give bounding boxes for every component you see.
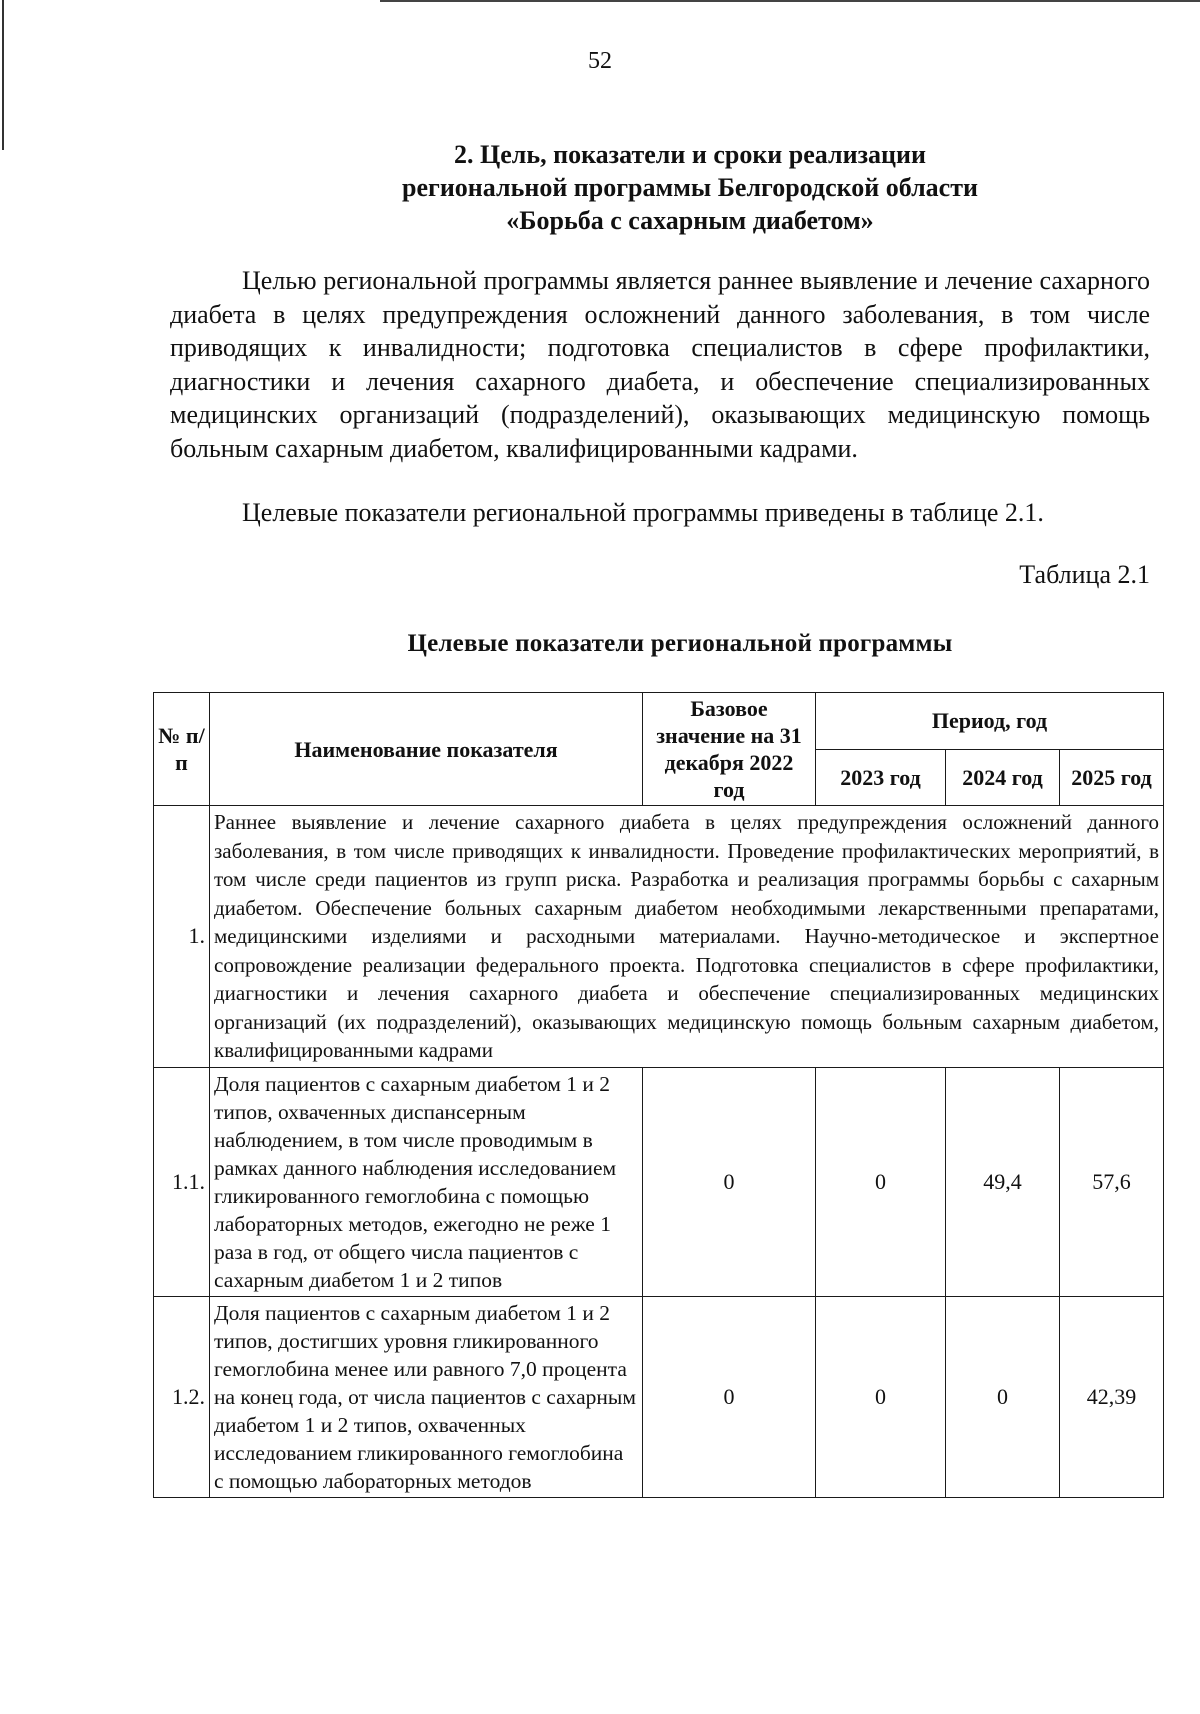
header-period: Период, год xyxy=(816,693,1164,750)
header-year-2023: 2023 год xyxy=(816,749,946,806)
indicators-reference-paragraph: Целевые показатели региональной программы приведены в таблице 2.1. xyxy=(242,498,1044,527)
goal-text: Раннее выявление и лечение сахарного диабета в целях предупреждения осложнений данного заболевания, в том числе приводящих к инвалидности. Проведение профилактических мероприятий, в том числе среди пациентов из групп риска. Разработка и реализация программы борьбы с сахарным диабетом. Обеспечение больных сахарным диабетом необходимыми лекарственными препаратами, медицинскими изделиями и расходными материалами. Научно-методическое и экспертное сопровождение реализации федерального проекта. Подготовка специалистов в сфере профилактики, диагностики и лечения сахарного диабета и обеспечение специализированных медицинских организаций (их подразделений), оказывающих медицинскую помощь больным сахарным диабетом, квалифицированными кадрами xyxy=(210,806,1164,1068)
table-title: Целевые показатели региональной программы xyxy=(407,630,953,657)
row-name: Доля пациентов с сахарным диабетом 1 и 2 типов, достигших уровня гликированного гемоглобина менее или равного 7,0 процента на конец года, от числа пациентов с сахарным диабетом 1 и 2 типов, охваченных исследованием гликированного гемоглобина с помощью лабораторных методов xyxy=(210,1296,643,1497)
row-base-value: 0 xyxy=(643,1067,816,1296)
row-num: 1.2. xyxy=(154,1296,210,1497)
section-title-line-1: 2. Цель, показатели и сроки реализации xyxy=(454,140,926,169)
header-name: Наименование показателя xyxy=(210,693,643,806)
section-title xyxy=(300,138,1080,237)
scan-edge-top xyxy=(380,0,1200,2)
row-value-2024: 0 xyxy=(946,1296,1060,1497)
row-value-2023: 0 xyxy=(816,1296,946,1497)
row-num: 1.1. xyxy=(154,1067,210,1296)
row-value-2025: 57,6 xyxy=(1060,1067,1164,1296)
table-row xyxy=(154,1067,1164,1296)
table-row xyxy=(154,1296,1164,1497)
section-title-line-3: «Борьба с сахарным диабетом» xyxy=(506,206,874,235)
scan-edge-left xyxy=(2,0,4,150)
goal-paragraph: Целью региональной программы является раннее выявление и лечение сахарного диабета в целях предупреждения осложнений данного заболевания, в том числе приводящих к инвалидности; подготовка специалистов в сфере профилактики, диагностики и лечения сахарного диабета, и обеспечение специализированных медицинских организаций (подразделений), оказывающих медицинскую помощь больным сахарным диабетом, квалифицированными кадрами. xyxy=(170,266,1150,463)
row-value-2025: 42,39 xyxy=(1060,1296,1164,1497)
table-header-row-1 xyxy=(154,693,1164,750)
row-name: Доля пациентов с сахарным диабетом 1 и 2 типов, охваченных диспансерным наблюдением, в том числе проводимым в рамках данного наблюдения исследованием гликированного гемоглобина с помощью лабораторных методов, ежегодно не реже 1 раза в год, от общего числа пациентов с сахарным диабетом 1 и 2 типов xyxy=(210,1067,643,1296)
header-year-2025: 2025 год xyxy=(1060,749,1164,806)
table-caption: Таблица 2.1 xyxy=(1019,560,1150,589)
page-number: 52 xyxy=(588,48,612,74)
indicators-table xyxy=(153,692,1164,1498)
row-value-2023: 0 xyxy=(816,1067,946,1296)
table-row-goal xyxy=(154,806,1164,1068)
row-value-2024: 49,4 xyxy=(946,1067,1060,1296)
section-title-line-2: региональной программы Белгородской области xyxy=(402,173,978,202)
row-base-value: 0 xyxy=(643,1296,816,1497)
header-year-2024: 2024 год xyxy=(946,749,1060,806)
header-num: № п/п xyxy=(154,693,210,806)
header-base: Базовое значение на 31 декабря 2022 год xyxy=(643,693,816,806)
goal-num: 1. xyxy=(154,806,210,1068)
